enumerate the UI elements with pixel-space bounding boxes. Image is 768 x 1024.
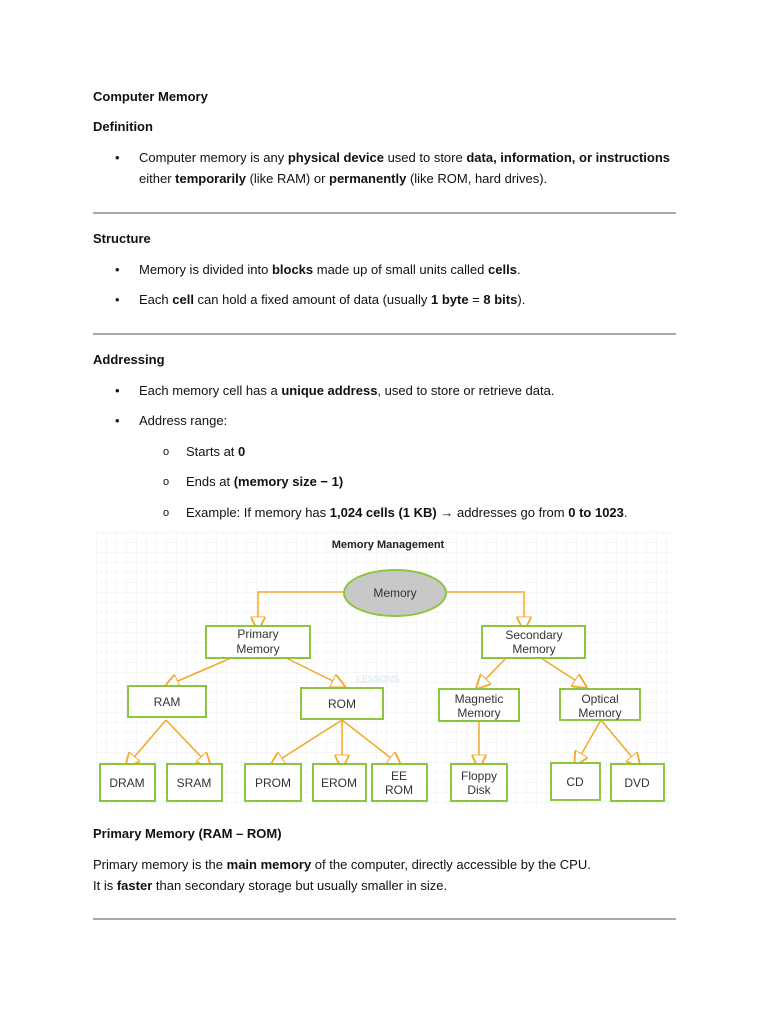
magnetic-memory-node-line-1: Magnetic — [454, 692, 504, 706]
rom-node: ROM — [328, 697, 356, 711]
bullet-dot: • — [115, 150, 120, 165]
floppy-disk-node-line-2: Disk — [467, 783, 491, 797]
prom-node: PROM — [255, 776, 291, 790]
optical-memory-node-line-1: Optical — [581, 692, 619, 706]
addressing-bullet-1: Each memory cell has a unique address, used to store or retrieve data. — [139, 383, 555, 398]
floppy-disk-node-line-1: Floppy — [460, 769, 498, 783]
primary-memory-node-line-2: Memory — [236, 642, 280, 656]
structure-heading: Structure — [93, 231, 151, 246]
addressing-bullet-2: Address range: — [139, 413, 228, 428]
definition-bullet: Computer memory is any physical device used to store data, information, or instructions either temporarily (like RAM) or permanently (like ROM, hard drives). — [139, 150, 671, 186]
sub-bullet-circle: o — [163, 507, 170, 519]
address-end: Ends at (memory size − 1) — [186, 474, 344, 489]
primary-memory-heading: Primary Memory (RAM – ROM) — [93, 826, 282, 841]
cd-node: CD — [566, 775, 584, 789]
structure-bullet-1: Memory is divided into blocks made up of small units called cells. — [139, 262, 521, 277]
section-divider — [93, 212, 676, 214]
watermark-text: LESSONS — [356, 674, 400, 684]
memory-root-node — [344, 570, 446, 616]
bullet-dot: • — [115, 292, 120, 307]
section-divider — [93, 333, 676, 335]
memory-management-diagram — [96, 532, 674, 810]
primary-memory-line-1: Primary memory is the main memory of the computer, directly accessible by the CPU. — [93, 857, 591, 872]
diagram-title: Memory Management — [331, 539, 445, 551]
sub-bullet-circle: o — [163, 446, 170, 458]
bullet-dot: • — [115, 262, 120, 277]
secondary-memory-node-line-2: Memory — [512, 642, 556, 656]
bullet-dot: • — [115, 383, 120, 398]
sub-bullet-circle: o — [163, 476, 170, 488]
address-example: Example: If memory has 1,024 cells (1 KB) → addresses go from 0 to 1023. — [186, 505, 628, 520]
primary-memory-node-line-1: Primary — [237, 627, 279, 641]
structure-bullet-2: Each cell can hold a fixed amount of data (usually 1 byte = 8 bits). — [139, 292, 526, 307]
sram-node: SRAM — [176, 776, 212, 790]
erom-node: EROM — [321, 776, 357, 790]
primary-memory-line-2: It is faster than secondary storage but usually smaller in size. — [93, 878, 448, 893]
svg-text:Memory: Memory — [373, 586, 417, 600]
definition-heading: Definition — [93, 119, 153, 134]
magnetic-memory-node-line-2: Memory — [457, 706, 501, 720]
dram-node: DRAM — [109, 776, 145, 790]
addressing-heading: Addressing — [93, 352, 165, 367]
ram-node: RAM — [153, 695, 181, 709]
section-divider — [93, 918, 676, 920]
eerom-node-line-1: EE — [390, 769, 408, 783]
bullet-dot: • — [115, 413, 120, 428]
eerom-node-line-2: ROM — [385, 783, 413, 797]
address-start: Starts at 0 — [186, 444, 246, 459]
dvd-node: DVD — [624, 776, 650, 790]
document-title: Computer Memory — [93, 89, 208, 104]
secondary-memory-node-line-1: Secondary — [505, 628, 563, 642]
optical-memory-node-line-2: Memory — [578, 706, 622, 720]
